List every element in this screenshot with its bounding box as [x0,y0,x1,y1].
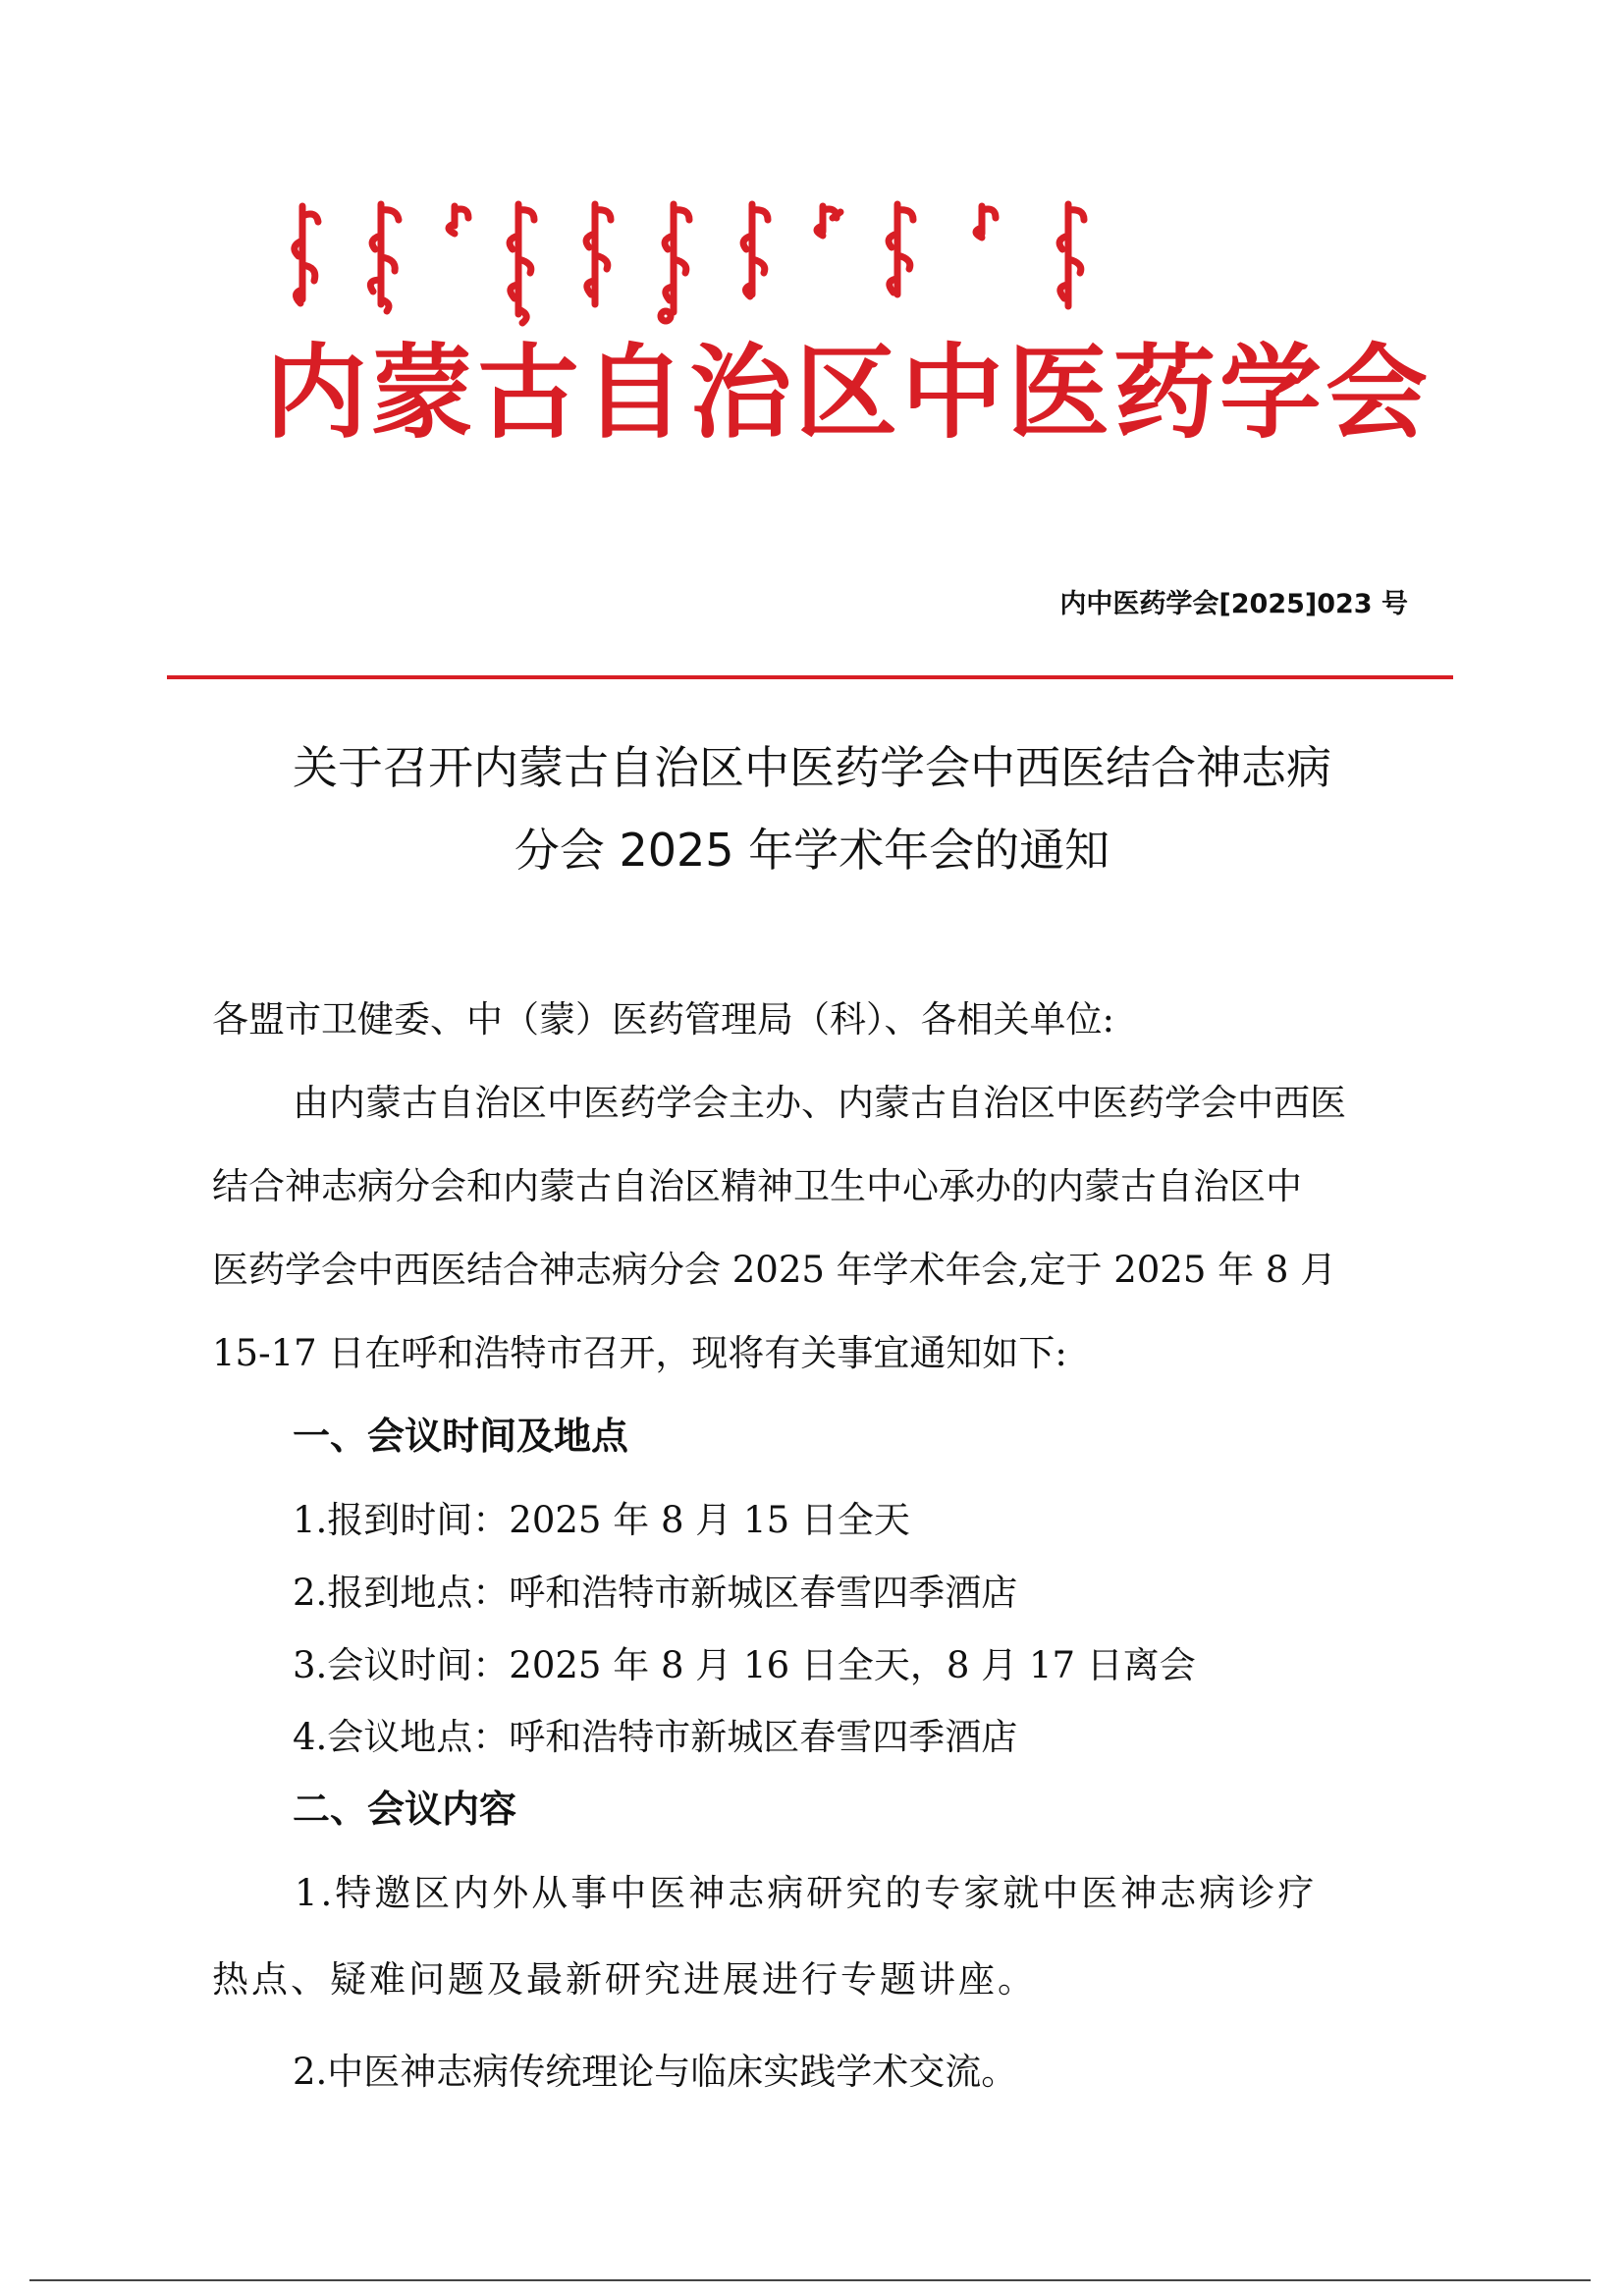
page-bottom-edge [29,2279,1591,2281]
document-title-line-1: 关于召开内蒙古自治区中医药学会中西医结合神志病 [293,741,1331,794]
document-title-line-2: 分会 2025 年学术年会的通知 [514,824,1110,877]
intro-line-2: 结合神志病分会和内蒙古自治区精神卫生中心承办的内蒙古自治区中 [212,1165,1302,1207]
letterhead-mongolian-script [283,196,1333,329]
section-1-item-2: 2.报到地点：呼和浩特市新城区春雪四季酒店 [293,1572,1018,1614]
mongol-word-11 [1059,204,1084,306]
mongol-word-9 [889,204,913,294]
intro-line-4: 15-17 日在呼和浩特市召开，现将有关事宜通知如下: [212,1332,1067,1374]
document-number: 内中医药学会[2025]023 号 [1059,589,1408,619]
section-1-item-4: 4.会议地点：呼和浩特市新城区春雪四季酒店 [293,1716,1018,1758]
intro-line-1: 由内蒙古自治区中医药学会主办、内蒙古自治区中医药学会中西医 [293,1082,1346,1124]
mongol-word-8 [817,206,840,236]
mongol-word-2 [370,204,399,311]
section-2-item-2: 2.中医神志病传统理论与临床实践学术交流。 [293,2051,1018,2093]
section-2-item-1-line-1: 1.特邀区内外从事中医神志病研究的专家就中医神志病诊疗 [295,1872,1318,1914]
mongol-word-5 [586,204,611,304]
section-2-heading: 二、会议内容 [293,1788,517,1831]
section-1-heading: 一、会议时间及地点 [293,1415,629,1458]
mongol-word-10 [976,206,996,238]
section-2-item-1-line-2: 热点、疑难问题及最新研究进展进行专题讲座。 [212,1958,1037,2001]
intro-line-3: 医药学会中西医结合神志病分会 2025 年学术年会,定于 2025 年 8 月 [212,1249,1337,1291]
letterhead-org-name: 内蒙古自治区中医药学会 [265,333,1433,453]
mongol-word-3 [449,206,468,234]
mongol-word-6 [661,204,689,321]
mongol-word-7 [743,204,768,296]
addressee: 各盟市卫健委、中（蒙）医药管理局（科）、各相关单位: [212,998,1114,1041]
letterhead-divider [167,675,1453,679]
section-1-item-3: 3.会议时间：2025 年 8 月 16 日全天，8 月 17 日离会 [293,1644,1196,1686]
mongol-word-4 [510,204,534,323]
document-title [147,726,1477,891]
section-1-item-1: 1.报到时间：2025 年 8 月 15 日全天 [293,1499,910,1541]
mongol-word-1 [295,206,318,303]
